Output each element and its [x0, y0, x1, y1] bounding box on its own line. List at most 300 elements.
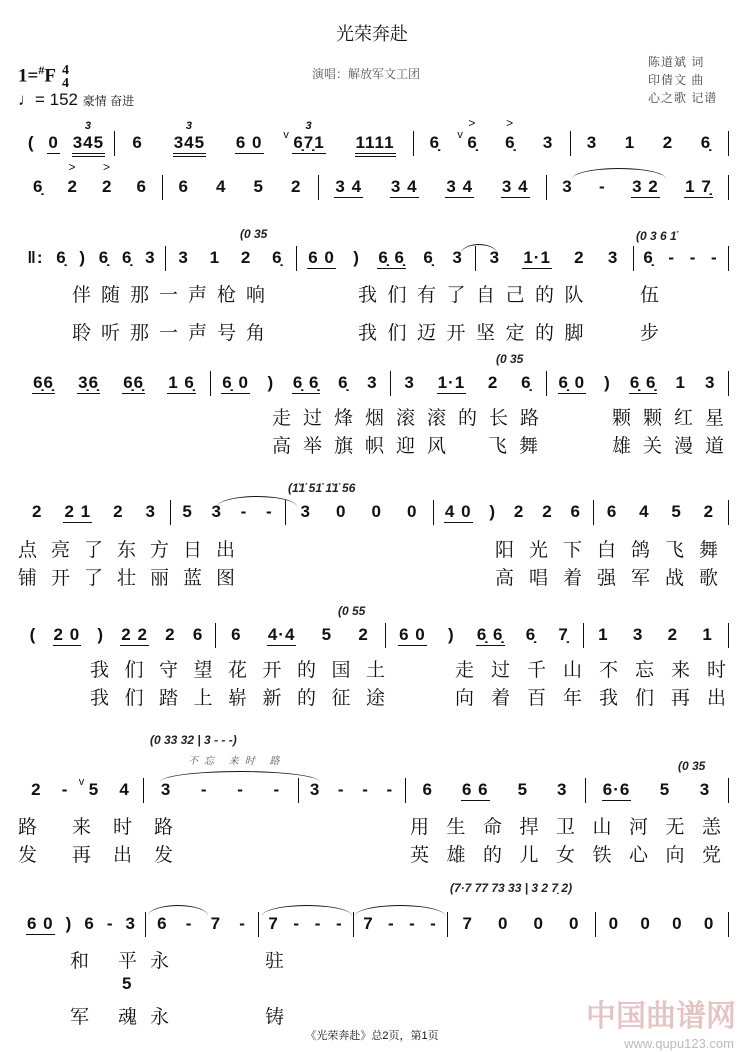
bar-line	[546, 175, 547, 200]
note-text: 5	[88, 780, 100, 799]
note-text: 6	[606, 502, 618, 521]
bar-line	[583, 623, 584, 648]
note-text: -	[337, 780, 345, 799]
note	[173, 120, 206, 157]
note	[638, 502, 650, 522]
note	[632, 625, 644, 645]
note	[136, 177, 148, 197]
watermark-url: www.qupu123.com	[624, 1036, 734, 1051]
note-text: 6 0	[27, 914, 54, 933]
note-text: 4 0	[444, 502, 472, 521]
note	[31, 502, 43, 522]
note-text: -	[106, 914, 114, 933]
bar-line	[165, 246, 166, 271]
lyric-segment: 再出发	[72, 845, 196, 866]
note-text: 2	[703, 502, 715, 521]
note-text: -	[265, 502, 273, 521]
lyric-segment: 用生命捍卫山河无恙	[410, 817, 739, 838]
note-text: 2	[358, 625, 369, 644]
bar-line	[728, 175, 729, 200]
bar-line	[728, 131, 729, 156]
note	[501, 177, 530, 198]
note-text: 6	[157, 914, 168, 933]
note-text: )	[267, 373, 275, 392]
note-text: )	[489, 502, 497, 521]
bar-line	[405, 778, 406, 803]
note-text: 3	[562, 177, 573, 196]
lyricist-credit: 陈道斌 词	[648, 55, 705, 69]
bar-line	[728, 371, 729, 396]
note-text: 3	[178, 248, 189, 267]
note-text: 3	[586, 133, 598, 152]
note	[597, 625, 609, 645]
note	[667, 625, 679, 645]
note-text: 2	[662, 133, 674, 152]
slur-tie	[160, 771, 320, 782]
bar-line	[593, 500, 594, 525]
note-text: 0	[608, 914, 620, 933]
note	[520, 373, 532, 393]
lyric-segment: 军	[70, 1007, 90, 1028]
note-text: 3	[309, 780, 321, 799]
note-text: (	[27, 133, 35, 152]
note	[447, 625, 456, 645]
note	[573, 248, 585, 268]
note-text: 6̣	[272, 248, 283, 267]
lyric-segment: 铺开了壮丽蓝图	[18, 568, 250, 589]
note	[629, 373, 658, 394]
note	[96, 625, 105, 645]
note-text: 6	[84, 914, 95, 933]
bar-line	[145, 912, 146, 937]
note-text: 2	[113, 502, 124, 521]
note-text: 3	[300, 502, 311, 521]
note	[334, 177, 363, 198]
note	[215, 177, 227, 197]
note	[533, 914, 545, 934]
note	[61, 780, 70, 800]
note-text: 0	[640, 914, 651, 933]
note-text: 3	[699, 780, 711, 799]
note-text: -	[388, 914, 395, 933]
note-text: 3	[557, 780, 568, 799]
triplet-mark: 3	[84, 120, 92, 132]
lyric-segment: 伴随那一声枪响	[72, 285, 276, 306]
triplet-mark: 3	[305, 120, 313, 132]
note	[290, 177, 302, 197]
note-text: 6̣7̣1	[293, 133, 325, 152]
note-text: (	[29, 625, 37, 644]
note	[377, 248, 406, 269]
note	[403, 373, 415, 393]
note-text: 3	[607, 248, 619, 267]
note-text: 6̣ 0	[222, 373, 249, 392]
note	[26, 248, 44, 268]
bar-line	[595, 912, 596, 937]
note-text: 6̣	[56, 248, 67, 267]
time-signature	[62, 64, 69, 90]
note-text: 6̣6̣	[33, 373, 54, 392]
note-text: 5	[321, 625, 333, 644]
measure	[573, 133, 725, 157]
note	[703, 502, 715, 522]
note-text: 1	[624, 133, 636, 152]
note-text: 3	[211, 502, 222, 521]
note-text: 6	[570, 502, 582, 521]
bar-line	[296, 246, 297, 271]
note	[240, 248, 252, 268]
measure	[21, 776, 140, 804]
note-text: 5	[671, 502, 682, 521]
note	[445, 177, 474, 198]
note-text: 6̣	[423, 248, 434, 267]
quarter-note-icon: ♩	[18, 90, 35, 109]
note-text: -	[237, 780, 244, 799]
transcriber-credit: 心之歌 记谱	[648, 91, 718, 105]
bar-line	[728, 246, 729, 271]
note	[699, 780, 711, 800]
note	[398, 625, 427, 646]
note-text: 4	[119, 780, 130, 799]
note	[112, 502, 124, 522]
note	[570, 502, 582, 522]
note-text: 6̣	[33, 177, 44, 196]
note-text: 6 0	[308, 248, 335, 267]
note	[273, 780, 282, 800]
note	[422, 248, 434, 268]
measure	[586, 625, 725, 649]
measure	[146, 780, 295, 804]
note-text: 5	[182, 502, 193, 521]
note	[125, 914, 137, 934]
note	[121, 248, 133, 268]
measure	[450, 914, 592, 938]
note	[122, 373, 145, 394]
slur-tie	[148, 905, 208, 916]
note-text: 6 6	[461, 780, 489, 799]
sharp-sign: #	[38, 63, 45, 77]
breath-mark: v	[78, 776, 86, 788]
note-text: 1 6̣	[168, 373, 195, 392]
bar-line	[728, 623, 729, 648]
note	[63, 502, 92, 523]
note-text: 6	[132, 133, 143, 152]
note	[701, 625, 713, 645]
note-text: 6̣ 6̣	[476, 625, 504, 644]
note-text: -	[689, 248, 697, 267]
note-text: ‖:	[27, 248, 44, 267]
slur-tie	[217, 496, 297, 507]
note	[27, 133, 36, 153]
note-text: 1	[598, 625, 609, 644]
key-note: F	[44, 65, 56, 87]
score-row	[0, 116, 744, 157]
note-text: 6	[422, 780, 433, 799]
note	[504, 116, 516, 153]
measure	[588, 780, 725, 804]
slur-tie	[262, 905, 352, 916]
note-text: -	[711, 248, 718, 267]
note	[457, 116, 478, 153]
page-footer: 《光荣奔赴》总2页，第1页	[305, 1030, 439, 1042]
note-text: 6	[231, 625, 242, 644]
lyric-segment: 颗颗红星	[612, 408, 737, 429]
measure	[21, 502, 167, 526]
bar-line	[585, 778, 586, 803]
note-text: 6̣	[700, 133, 712, 152]
bar-line	[170, 500, 171, 525]
note-text: 2	[291, 177, 302, 196]
note	[32, 177, 44, 197]
note	[639, 914, 651, 934]
measure	[21, 160, 159, 201]
lyric-segment: 英雄的儿女铁心向党	[410, 845, 739, 866]
note	[541, 502, 553, 522]
note	[659, 780, 671, 800]
lyric-segment: 聆听那一声号角	[72, 323, 276, 344]
measure	[117, 120, 410, 157]
accent-mark: >	[68, 160, 77, 174]
note	[670, 502, 682, 522]
bar-line	[162, 175, 163, 200]
note-text: )	[604, 373, 611, 392]
score-row	[0, 373, 744, 397]
note	[606, 502, 618, 522]
note-text: -	[668, 248, 676, 267]
note	[210, 914, 222, 934]
note	[429, 133, 441, 153]
note-text: 3	[632, 625, 644, 644]
note	[32, 373, 55, 394]
note	[624, 133, 636, 153]
measure	[148, 914, 255, 938]
measure	[408, 780, 582, 804]
note	[586, 133, 598, 153]
cue-lyric: 不忘 来时 路	[188, 756, 286, 767]
key-label: 1=	[18, 65, 39, 87]
measure	[301, 780, 402, 804]
note-text: 6̣	[121, 248, 133, 267]
note	[47, 133, 59, 154]
note-text: 3	[704, 373, 716, 392]
note	[77, 373, 100, 394]
note	[558, 373, 587, 394]
note-text: 2	[240, 248, 252, 267]
note	[145, 502, 157, 522]
note	[321, 625, 333, 645]
score-row	[0, 776, 744, 804]
note	[26, 914, 55, 935]
note	[704, 373, 716, 393]
note-text: 2 2	[121, 625, 148, 644]
note-text: 2	[67, 177, 78, 196]
note	[671, 914, 683, 934]
bar-line	[215, 623, 216, 648]
note	[608, 914, 620, 934]
note	[437, 373, 467, 394]
note	[462, 914, 474, 934]
note	[497, 914, 509, 934]
lyric-segment: 我们守望花开的国土	[90, 660, 401, 681]
note	[236, 780, 245, 800]
note	[200, 780, 209, 800]
note-text: 6·6	[602, 780, 631, 799]
measure	[636, 248, 725, 272]
note	[703, 914, 715, 934]
note	[230, 625, 242, 645]
note-text: 6 0	[235, 133, 263, 152]
lyric-segment: 我们踏上崭新的征途	[90, 688, 401, 709]
note	[675, 373, 687, 393]
accent-mark: >	[103, 160, 112, 174]
note-text: 3 4	[335, 177, 363, 196]
note	[337, 373, 349, 393]
note	[72, 120, 105, 157]
note-text: -	[273, 780, 281, 799]
accent-mark: >	[506, 116, 515, 130]
breath-mark: v	[457, 129, 464, 141]
accent-mark: >	[468, 116, 477, 130]
note-text: 7	[462, 914, 473, 933]
note	[461, 780, 490, 801]
note	[67, 160, 79, 197]
measure	[596, 502, 725, 526]
bar-line	[385, 623, 386, 648]
note-text: 1	[675, 373, 686, 392]
measure	[598, 914, 725, 938]
note-text: 3	[160, 780, 172, 799]
note	[267, 625, 297, 646]
note-text: 2 1	[64, 502, 92, 521]
note-text: 3 4	[501, 177, 529, 196]
time-bottom: 4	[61, 75, 69, 91]
note	[361, 780, 370, 800]
note	[598, 177, 607, 197]
lyric-segment: 发	[18, 845, 38, 866]
watermark-logo: 中国曲谱网	[586, 999, 736, 1034]
note	[271, 248, 283, 268]
bar-line	[570, 131, 571, 156]
mood-text: 豪情 奋进	[82, 94, 135, 108]
score-row	[0, 502, 744, 526]
note-text: )	[447, 625, 455, 644]
note	[314, 914, 323, 934]
note	[309, 780, 321, 800]
note	[556, 780, 568, 800]
note	[607, 248, 619, 268]
measure	[168, 248, 293, 272]
note-text: 5	[517, 780, 529, 799]
note	[517, 780, 529, 800]
measure	[21, 248, 162, 272]
note	[177, 248, 189, 268]
note-text: )	[79, 248, 87, 267]
note-text: -	[409, 914, 416, 933]
composer-credit: 印倩文 曲	[648, 73, 705, 87]
lyric-segment: 我们迈开坚定的脚	[358, 323, 595, 344]
note-text: 2	[165, 625, 176, 644]
lyric-segment: 我们有了自己的队	[358, 285, 595, 306]
cue-notes: (0 35	[240, 227, 268, 241]
cue-notes: (0 35	[496, 352, 524, 366]
lyric-segment: 步	[640, 323, 660, 344]
lyric-segment: 来时路	[72, 817, 196, 838]
measure	[288, 502, 430, 526]
note	[557, 625, 569, 645]
note-text: 0	[672, 914, 683, 933]
note-text: 4	[639, 502, 650, 521]
measure	[218, 625, 382, 649]
note-text: 2	[102, 177, 113, 196]
note-text: 3	[542, 133, 554, 152]
note-text: 0	[533, 914, 544, 933]
note-text: 3	[145, 502, 156, 521]
lyric-segment: 路	[18, 817, 38, 838]
note	[366, 373, 378, 393]
measure	[436, 502, 590, 526]
cue-notes: (0 3 6 1̇	[636, 229, 677, 243]
slur-tie	[572, 168, 666, 179]
note	[83, 914, 95, 934]
note	[387, 914, 396, 934]
cue-notes: (1̇1̇ 51̇ 1̇1̇ 56	[288, 481, 356, 495]
note-text: 6̣	[643, 248, 654, 267]
score-row	[0, 914, 744, 938]
key-signature	[18, 56, 69, 90]
measure	[356, 914, 444, 938]
measure	[416, 116, 567, 157]
note-text: -	[314, 914, 322, 933]
score-title: 光荣奔赴	[336, 24, 408, 44]
note-text: -	[61, 780, 69, 799]
tempo-value: = 152	[35, 90, 79, 109]
note-text: 0	[498, 914, 509, 933]
note	[292, 914, 301, 934]
note-text: 0	[569, 914, 580, 933]
bar-line	[413, 131, 414, 156]
note	[192, 625, 204, 645]
cue-notes: (7·7 77 73 33 | 3 2 7̣ 2)	[450, 881, 573, 895]
note	[386, 780, 395, 800]
note-text: 4	[216, 177, 227, 196]
slur-tie	[355, 905, 445, 916]
note	[118, 780, 130, 800]
note	[101, 160, 113, 197]
note	[352, 248, 361, 268]
note	[78, 248, 87, 268]
note-text: 6̣	[467, 133, 478, 152]
note	[65, 914, 74, 934]
note	[602, 780, 632, 801]
note	[53, 625, 82, 646]
note-text: 6̣ 0	[558, 373, 586, 392]
note	[513, 502, 525, 522]
lyric-segment: 飞舞	[488, 436, 551, 457]
note-text: 0	[336, 502, 347, 521]
breath-mark: v	[283, 129, 290, 141]
note	[603, 373, 612, 393]
slur-tie	[460, 244, 498, 255]
lyric-segment: 走过千山不忘来时	[455, 660, 744, 681]
note-text: 2	[542, 502, 553, 521]
note	[542, 133, 554, 153]
note-text: 0	[703, 914, 715, 933]
bar-line	[390, 371, 391, 396]
note	[642, 248, 654, 268]
measure	[21, 120, 111, 157]
note-text: -	[240, 502, 248, 521]
measure	[299, 248, 472, 272]
